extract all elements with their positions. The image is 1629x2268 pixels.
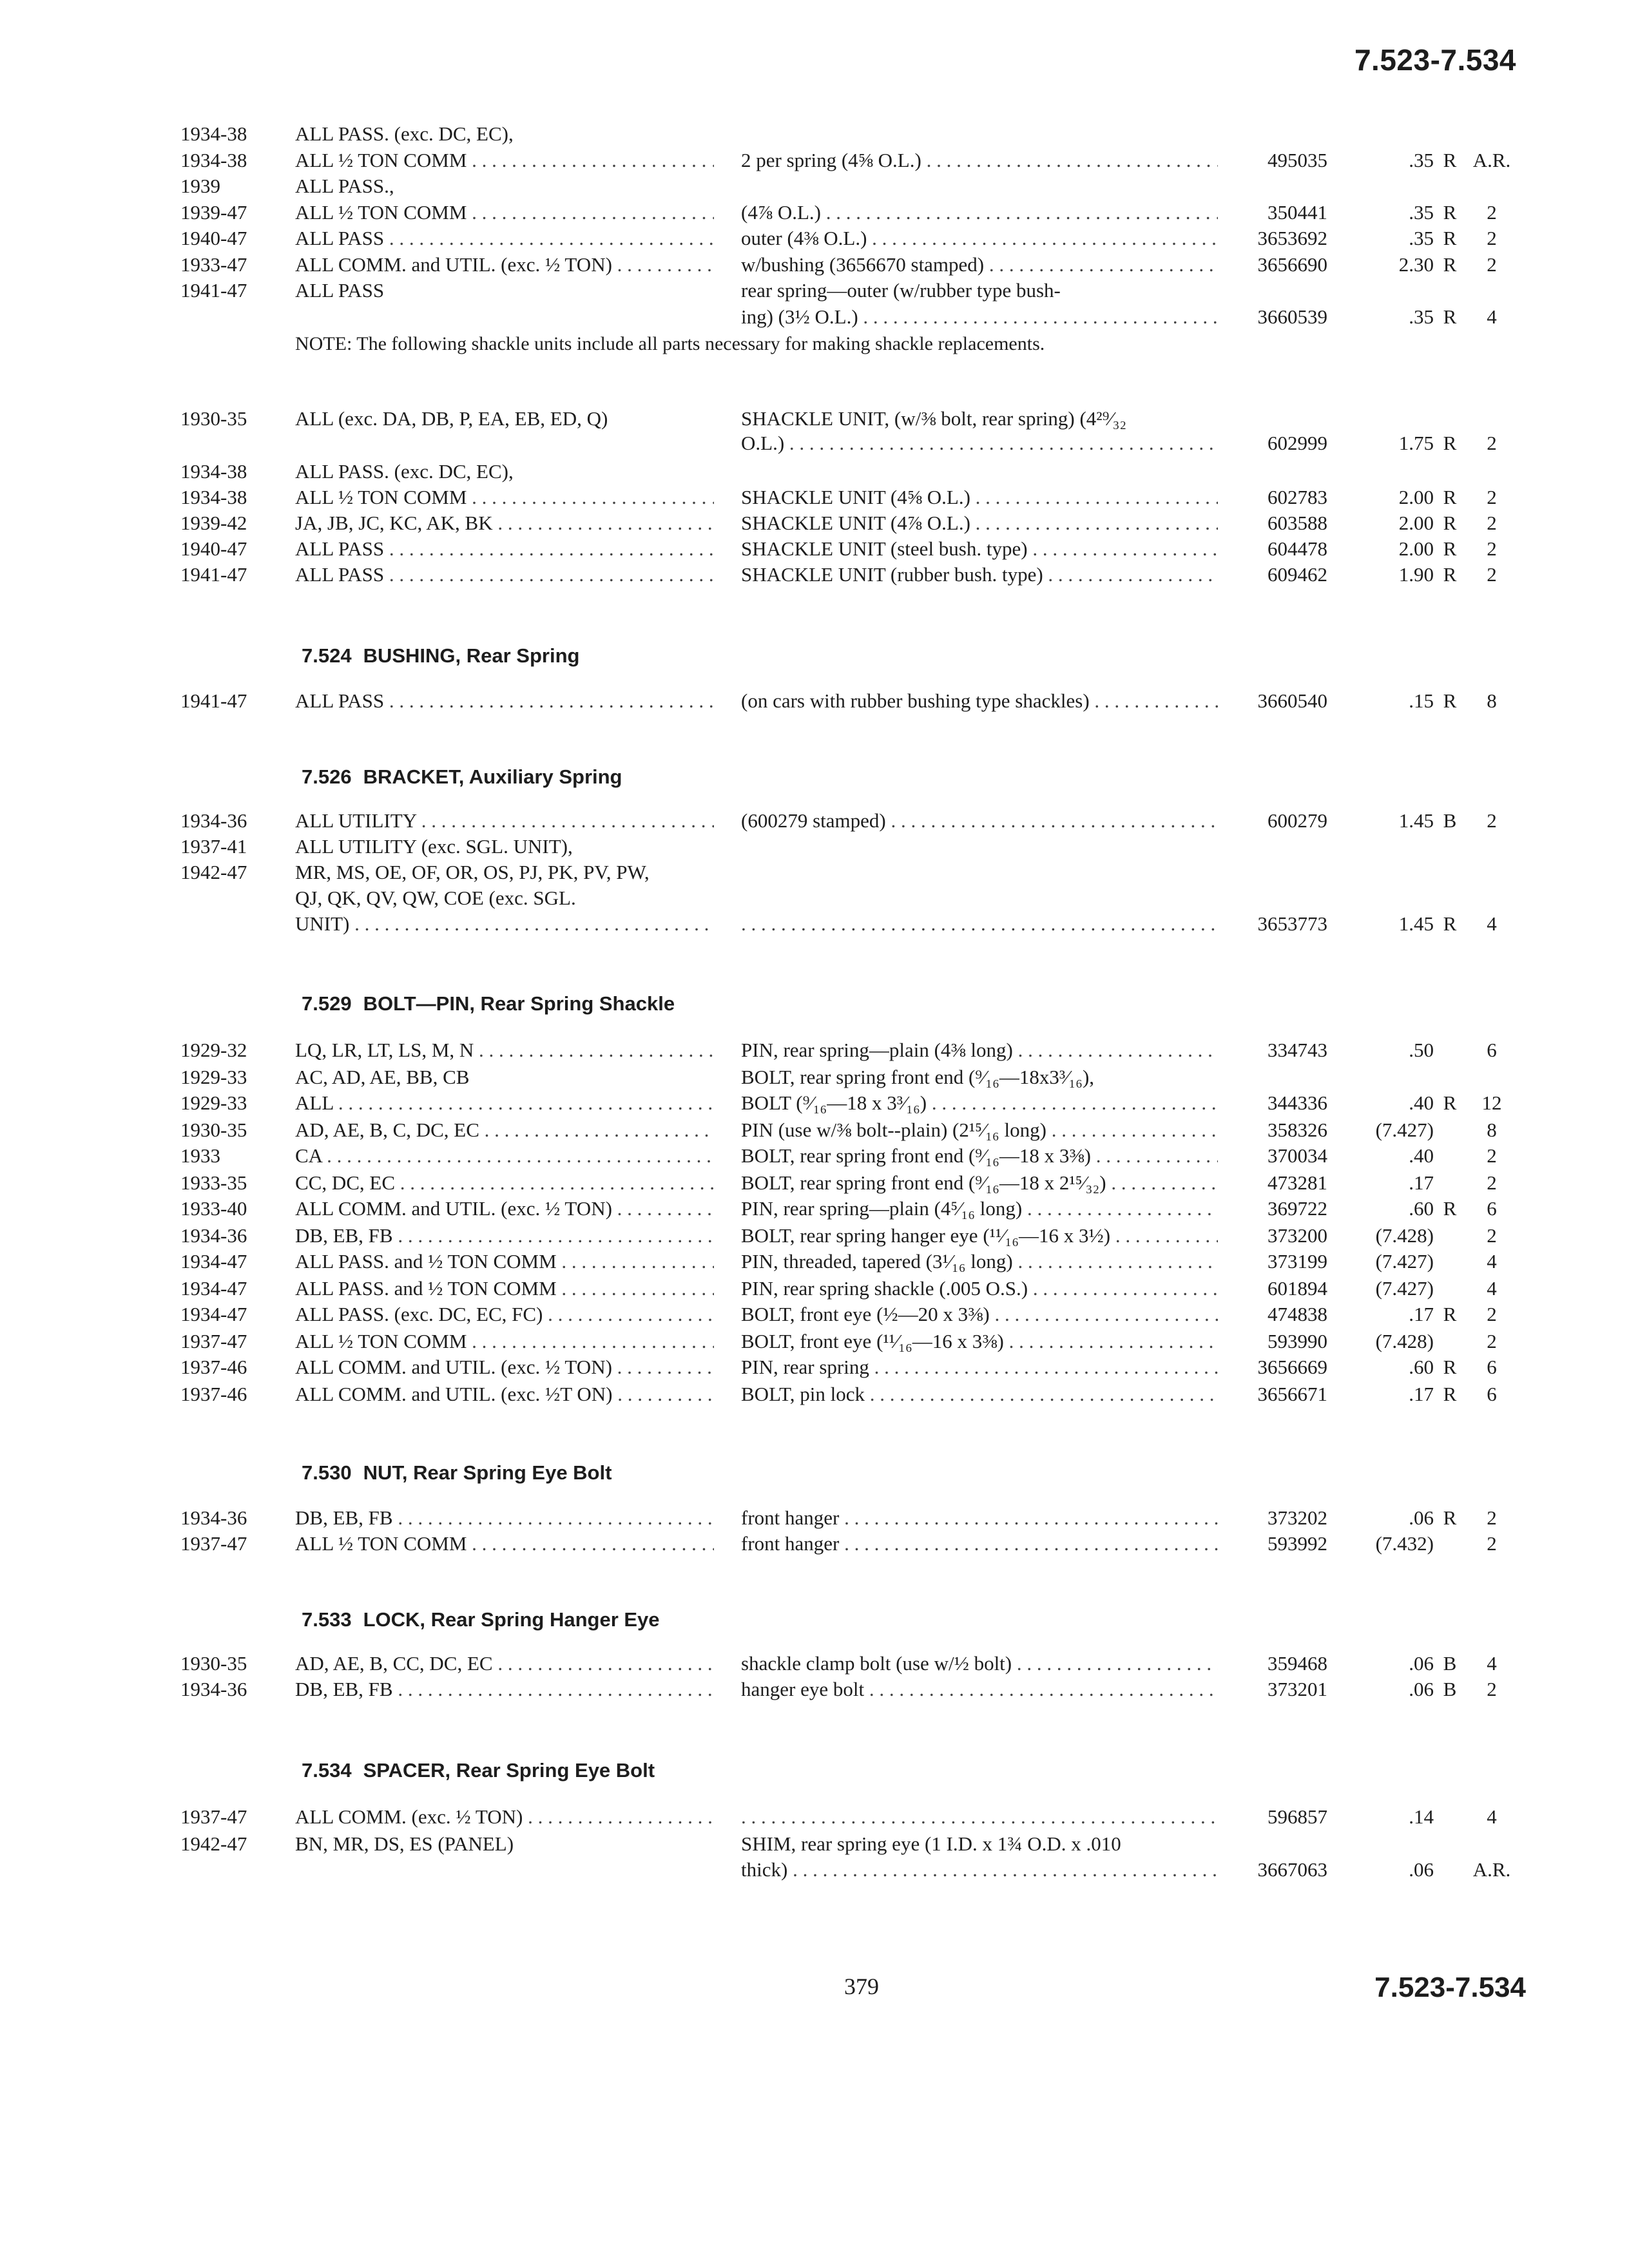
list-price: .40 — [1409, 1144, 1434, 1167]
model-years: 1937-47 — [180, 1330, 247, 1352]
part-number: 369722 — [1268, 1197, 1327, 1220]
application: ALL PASS — [295, 279, 385, 302]
description: 2 per spring (4⅝ O.L.) . . . — [741, 148, 1218, 173]
group-code: R — [1443, 148, 1457, 171]
application: ALL PASS. (exc. DC, EC), — [295, 122, 514, 145]
list-price: 2.00 — [1398, 486, 1434, 508]
quantity: 4 — [1487, 1805, 1497, 1828]
section-name: BRACKET, Auxiliary Spring — [363, 765, 622, 788]
section-number: 7.533 — [302, 1608, 352, 1631]
quantity: 2 — [1487, 537, 1497, 560]
section-name: SPACER, Rear Spring Eye Bolt — [363, 1759, 655, 1782]
part-number: 359468 — [1268, 1652, 1327, 1675]
quantity: 2 — [1487, 227, 1497, 249]
quantity: 4 — [1487, 1250, 1497, 1273]
part-number: 495035 — [1268, 148, 1327, 171]
group-code: R — [1443, 432, 1457, 454]
quantity: 6 — [1487, 1039, 1497, 1061]
part-number: 3667063 — [1257, 1858, 1327, 1881]
description: BOLT, rear spring hanger eye (¹¹⁄₁₆—16 x 3½) . . . — [741, 1223, 1218, 1249]
part-number: 602783 — [1268, 486, 1327, 508]
description: shackle clamp bolt (use w/½ bolt) . . . — [741, 1651, 1218, 1677]
group-code: R — [1443, 1091, 1457, 1114]
description: PIN, rear spring—plain (4⅜ long) . . . — [741, 1037, 1218, 1063]
section-number: 7.534 — [302, 1759, 352, 1782]
model-years: 1934-38 — [180, 486, 247, 508]
description: BOLT, front eye (¹¹⁄₁₆—16 x 3⅜) . . . — [741, 1329, 1218, 1354]
section-name: BUSHING, Rear Spring — [363, 644, 580, 667]
model-years: 1940-47 — [180, 227, 247, 249]
quantity: 4 — [1487, 1277, 1497, 1300]
application: ALL COMM. and UTIL. (exc. ½ TON) . . . — [295, 252, 714, 278]
list-price: .17 — [1409, 1303, 1434, 1325]
list-price: .35 — [1409, 148, 1434, 171]
quantity: 2 — [1487, 1506, 1497, 1529]
model-years: 1937-46 — [180, 1383, 247, 1405]
model-years: 1933-35 — [180, 1171, 247, 1194]
list-price: .60 — [1409, 1356, 1434, 1378]
group-code: R — [1443, 253, 1457, 276]
group-code: R — [1443, 1383, 1457, 1405]
model-years: 1942-47 — [180, 1832, 247, 1855]
list-price: 1.75 — [1398, 432, 1434, 454]
model-years: 1933-47 — [180, 253, 247, 276]
description: SHACKLE UNIT (steel bush. type) . . . — [741, 536, 1218, 562]
model-years: 1934-36 — [180, 1506, 247, 1529]
model-years: 1942-47 — [180, 861, 247, 883]
section-number: 7.526 — [302, 765, 352, 788]
description: front hanger . . . — [741, 1505, 1218, 1531]
application: AC, AD, AE, BB, CB — [295, 1066, 470, 1088]
list-price: .06 — [1409, 1652, 1434, 1675]
application: BN, MR, DS, ES (PANEL) — [295, 1832, 514, 1855]
part-number: 600279 — [1268, 809, 1327, 832]
model-years: 1934-38 — [180, 460, 247, 483]
part-number: 3660539 — [1257, 305, 1327, 328]
application: DB, EB, FB . . . — [295, 1677, 714, 1702]
part-number: 473281 — [1268, 1171, 1327, 1194]
application: LQ, LR, LT, LS, M, N . . . — [295, 1037, 714, 1063]
application: ALL UTILITY (exc. SGL. UNIT), — [295, 835, 573, 858]
application: AD, AE, B, C, DC, EC . . . — [295, 1117, 714, 1143]
description: SHACKLE UNIT (4⅝ O.L.) . . . — [741, 485, 1218, 510]
description: front hanger . . . — [741, 1531, 1218, 1557]
description: thick) . . . — [741, 1857, 1218, 1883]
section-number: 7.530 — [302, 1461, 352, 1484]
list-price: (7.428) — [1375, 1330, 1434, 1352]
note: NOTE: The following shackle units include all parts necessary for making shackle replacements. — [295, 333, 1045, 354]
application: ALL PASS. (exc. DC, EC, FC) . . . — [295, 1302, 714, 1327]
group-code: B — [1443, 1678, 1457, 1700]
application: ALL PASS . . . — [295, 562, 714, 588]
part-number: 344336 — [1268, 1091, 1327, 1114]
part-number: 609462 — [1268, 563, 1327, 586]
model-years: 1934-47 — [180, 1303, 247, 1325]
page-footer-code: 7.523-7.534 — [1374, 1972, 1526, 2003]
application: ALL PASS., — [295, 175, 394, 197]
section-title — [302, 1608, 660, 1631]
model-years: 1939 — [180, 175, 220, 197]
model-years: 1941-47 — [180, 689, 247, 712]
list-price: .06 — [1409, 1858, 1434, 1881]
quantity: 4 — [1487, 1652, 1497, 1675]
application: ALL PASS . . . — [295, 226, 714, 251]
list-price: .17 — [1409, 1383, 1434, 1405]
application: ALL COMM. and UTIL. (exc. ½ TON) . . . — [295, 1196, 714, 1222]
model-years: 1930-35 — [180, 407, 247, 430]
section-title — [302, 765, 622, 789]
group-code: R — [1443, 912, 1457, 935]
description: PIN, rear spring . . . — [741, 1354, 1218, 1380]
list-price: .06 — [1409, 1678, 1434, 1700]
quantity: 6 — [1487, 1356, 1497, 1378]
part-number: 603588 — [1268, 512, 1327, 534]
description: BOLT, pin lock . . . — [741, 1381, 1218, 1407]
part-number: 3660540 — [1257, 689, 1327, 712]
quantity: 2 — [1487, 253, 1497, 276]
part-number: 373199 — [1268, 1250, 1327, 1273]
list-price: .50 — [1409, 1039, 1434, 1061]
part-number: 373202 — [1268, 1506, 1327, 1529]
quantity: 12 — [1481, 1091, 1502, 1114]
model-years: 1940-47 — [180, 537, 247, 560]
part-number: 358326 — [1268, 1119, 1327, 1141]
section-title — [302, 644, 579, 668]
description: SHACKLE UNIT, (w/⅜ bolt, rear spring) (4²⁹⁄₃₂ — [741, 407, 1127, 430]
application: ALL PASS . . . — [295, 688, 714, 714]
application: ALL (exc. DA, DB, P, EA, EB, ED, Q) — [295, 407, 608, 430]
quantity: 2 — [1487, 1144, 1497, 1167]
list-price: .35 — [1409, 227, 1434, 249]
application: ALL ½ TON COMM . . . — [295, 1329, 714, 1354]
list-price: .06 — [1409, 1506, 1434, 1529]
part-number: 350441 — [1268, 200, 1327, 224]
group-code: R — [1443, 486, 1457, 508]
application: UNIT) . . . — [295, 911, 714, 937]
model-years: 1934-36 — [180, 1224, 247, 1247]
quantity: 2 — [1487, 200, 1497, 224]
part-number: 601894 — [1268, 1277, 1327, 1300]
section-name: BOLT—PIN, Rear Spring Shackle — [363, 992, 675, 1015]
group-code: R — [1443, 305, 1457, 328]
application: DB, EB, FB . . . — [295, 1223, 714, 1249]
model-years: 1934-38 — [180, 148, 247, 171]
group-code: B — [1443, 1652, 1457, 1675]
model-years: 1930-35 — [180, 1119, 247, 1141]
quantity: 6 — [1487, 1383, 1497, 1405]
description: PIN, rear spring shackle (.005 O.S.) . . . — [741, 1276, 1218, 1302]
model-years: 1934-38 — [180, 122, 247, 145]
quantity: 8 — [1487, 689, 1497, 712]
part-number: 3656690 — [1257, 253, 1327, 276]
description: BOLT, front eye (½—20 x 3⅜) . . . — [741, 1302, 1218, 1327]
list-price: .60 — [1409, 1197, 1434, 1220]
section-number: 7.529 — [302, 992, 352, 1015]
description: (600279 stamped) . . . — [741, 808, 1218, 834]
application: ALL COMM. and UTIL. (exc. ½ TON) . . . — [295, 1354, 714, 1380]
part-number: 373200 — [1268, 1224, 1327, 1247]
part-number: 604478 — [1268, 537, 1327, 560]
section-title — [302, 992, 675, 1015]
description: BOLT (⁹⁄₁₆—18 x 3³⁄₁₆) . . . — [741, 1090, 1218, 1116]
part-number: 593990 — [1268, 1330, 1327, 1352]
quantity: A.R. — [1472, 1858, 1511, 1881]
application: ALL PASS. (exc. DC, EC), — [295, 460, 514, 483]
model-years: 1937-47 — [180, 1532, 247, 1555]
quantity: A.R. — [1472, 148, 1511, 171]
model-years: 1929-32 — [180, 1039, 247, 1061]
list-price: (7.427) — [1375, 1119, 1434, 1141]
application: ALL UTILITY . . . — [295, 808, 714, 834]
list-price: 2.30 — [1398, 253, 1434, 276]
part-number: 334743 — [1268, 1039, 1327, 1061]
description: SHACKLE UNIT (rubber bush. type) . . . — [741, 562, 1218, 588]
application: MR, MS, OE, OF, OR, OS, PJ, PK, PV, PW, — [295, 861, 650, 883]
part-number: 3656671 — [1257, 1383, 1327, 1405]
quantity: 4 — [1487, 912, 1497, 935]
model-years: 1929-33 — [180, 1066, 247, 1088]
description: rear spring—outer (w/rubber type bush- — [741, 279, 1061, 302]
list-price: (7.432) — [1375, 1532, 1434, 1555]
group-code: R — [1443, 512, 1457, 534]
application: JA, JB, JC, KC, AK, BK . . . — [295, 510, 714, 536]
description: BOLT, rear spring front end (⁹⁄₁₆—18x3³⁄₁₆), — [741, 1066, 1095, 1088]
application: ALL COMM. and UTIL. (exc. ½T ON) . . . — [295, 1381, 714, 1407]
section-title — [302, 1759, 655, 1782]
model-years: 1934-47 — [180, 1250, 247, 1273]
list-price: (7.427) — [1375, 1277, 1434, 1300]
application: ALL ½ TON COMM . . . — [295, 485, 714, 510]
group-code: R — [1443, 1303, 1457, 1325]
application: AD, AE, B, CC, DC, EC . . . — [295, 1651, 714, 1677]
group-code: R — [1443, 1506, 1457, 1529]
group-code: R — [1443, 537, 1457, 560]
application: ALL PASS. and ½ TON COMM . . . — [295, 1276, 714, 1302]
list-price: (7.428) — [1375, 1224, 1434, 1247]
model-years: 1933-40 — [180, 1197, 247, 1220]
application: ALL ½ TON COMM . . . — [295, 200, 714, 226]
description: BOLT, rear spring front end (⁹⁄₁₆—18 x 2¹⁵⁄₃₂) . . . — [741, 1170, 1218, 1196]
model-years: 1939-47 — [180, 200, 247, 224]
model-years: 1929-33 — [180, 1091, 247, 1114]
quantity: 2 — [1487, 563, 1497, 586]
quantity: 4 — [1487, 305, 1497, 328]
model-years: 1933 — [180, 1144, 220, 1167]
application: CA . . . — [295, 1143, 714, 1169]
group-code: R — [1443, 689, 1457, 712]
quantity: 2 — [1487, 1171, 1497, 1194]
quantity: 2 — [1487, 1330, 1497, 1352]
quantity: 2 — [1487, 432, 1497, 454]
quantity: 2 — [1487, 1532, 1497, 1555]
list-price: .35 — [1409, 305, 1434, 328]
group-code: R — [1443, 200, 1457, 224]
section-title — [302, 1461, 612, 1485]
part-number: 3653773 — [1257, 912, 1327, 935]
group-code: R — [1443, 563, 1457, 586]
quantity: 2 — [1487, 1678, 1497, 1700]
application: ALL ½ TON COMM . . . — [295, 1531, 714, 1557]
model-years: 1937-41 — [180, 835, 247, 858]
application: ALL ½ TON COMM . . . — [295, 148, 714, 173]
section-number: 7.524 — [302, 644, 352, 667]
quantity: 2 — [1487, 809, 1497, 832]
application: QJ, QK, QV, QW, COE (exc. SGL. — [295, 887, 576, 909]
list-price: 1.45 — [1398, 809, 1434, 832]
group-code: R — [1443, 227, 1457, 249]
part-number: 602999 — [1268, 432, 1327, 454]
group-code: B — [1443, 809, 1457, 832]
part-number: 593992 — [1268, 1532, 1327, 1555]
model-years: 1939-42 — [180, 512, 247, 534]
list-price: .17 — [1409, 1171, 1434, 1194]
model-years: 1934-47 — [180, 1277, 247, 1300]
list-price: .35 — [1409, 200, 1434, 224]
part-number: 370034 — [1268, 1144, 1327, 1167]
quantity: 8 — [1487, 1119, 1497, 1141]
model-years: 1937-47 — [180, 1805, 247, 1828]
application: ALL . . . — [295, 1090, 714, 1116]
description: outer (4⅜ O.L.) . . . — [741, 226, 1218, 251]
part-number: 596857 — [1268, 1805, 1327, 1828]
application: ALL PASS . . . — [295, 536, 714, 562]
quantity: 2 — [1487, 1303, 1497, 1325]
model-years: 1934-36 — [180, 809, 247, 832]
description: PIN, rear spring—plain (4⁵⁄₁₆ long) . . . — [741, 1196, 1218, 1222]
list-price: 1.90 — [1398, 563, 1434, 586]
description: w/bushing (3656670 stamped) . . . — [741, 252, 1218, 278]
application: ALL PASS. and ½ TON COMM . . . — [295, 1249, 714, 1274]
page-header-code: 7.523-7.534 — [1354, 43, 1516, 77]
quantity: 6 — [1487, 1197, 1497, 1220]
list-price: .14 — [1409, 1805, 1434, 1828]
description: BOLT, rear spring front end (⁹⁄₁₆—18 x 3⅜) . . . — [741, 1143, 1218, 1169]
list-price: .15 — [1409, 689, 1434, 712]
application: CC, DC, EC . . . — [295, 1170, 714, 1196]
part-number: 3653692 — [1257, 227, 1327, 249]
section-name: NUT, Rear Spring Eye Bolt — [363, 1461, 612, 1484]
quantity: 2 — [1487, 1224, 1497, 1247]
description: (on cars with rubber bushing type shackles) . . . — [741, 688, 1218, 714]
description: hanger eye bolt . . . — [741, 1677, 1218, 1702]
description: ing) (3½ O.L.) . . . — [741, 304, 1218, 330]
model-years: 1941-47 — [180, 279, 247, 302]
part-number: 474838 — [1268, 1303, 1327, 1325]
list-price: .40 — [1409, 1091, 1434, 1114]
description: O.L.) . . . — [741, 430, 1218, 456]
description: SHIM, rear spring eye (1 I.D. x 1¾ O.D. x .010 — [741, 1832, 1121, 1855]
part-number: 373201 — [1268, 1678, 1327, 1700]
model-years: 1930-35 — [180, 1652, 247, 1675]
description: PIN, threaded, tapered (3¹⁄₁₆ long) . . . — [741, 1249, 1218, 1274]
quantity: 2 — [1487, 486, 1497, 508]
description — [741, 1804, 1218, 1830]
description: (4⅞ O.L.) . . . — [741, 200, 1218, 226]
group-code: R — [1443, 1356, 1457, 1378]
description: SHACKLE UNIT (4⅞ O.L.) . . . — [741, 510, 1218, 536]
page-number: 379 — [844, 1974, 879, 1999]
group-code: R — [1443, 1197, 1457, 1220]
section-name: LOCK, Rear Spring Hanger Eye — [363, 1608, 660, 1631]
model-years: 1934-36 — [180, 1678, 247, 1700]
quantity: 2 — [1487, 512, 1497, 534]
application: ALL COMM. (exc. ½ TON) . . . — [295, 1804, 714, 1830]
description: PIN (use w/⅜ bolt--plain) (2¹⁵⁄₁₆ long) . . . — [741, 1117, 1218, 1143]
description — [741, 911, 1218, 937]
part-number: 3656669 — [1257, 1356, 1327, 1378]
list-price: (7.427) — [1375, 1250, 1434, 1273]
list-price: 1.45 — [1398, 912, 1434, 935]
list-price: 2.00 — [1398, 512, 1434, 534]
model-years: 1941-47 — [180, 563, 247, 586]
model-years: 1937-46 — [180, 1356, 247, 1378]
application: DB, EB, FB . . . — [295, 1505, 714, 1531]
list-price: 2.00 — [1398, 537, 1434, 560]
